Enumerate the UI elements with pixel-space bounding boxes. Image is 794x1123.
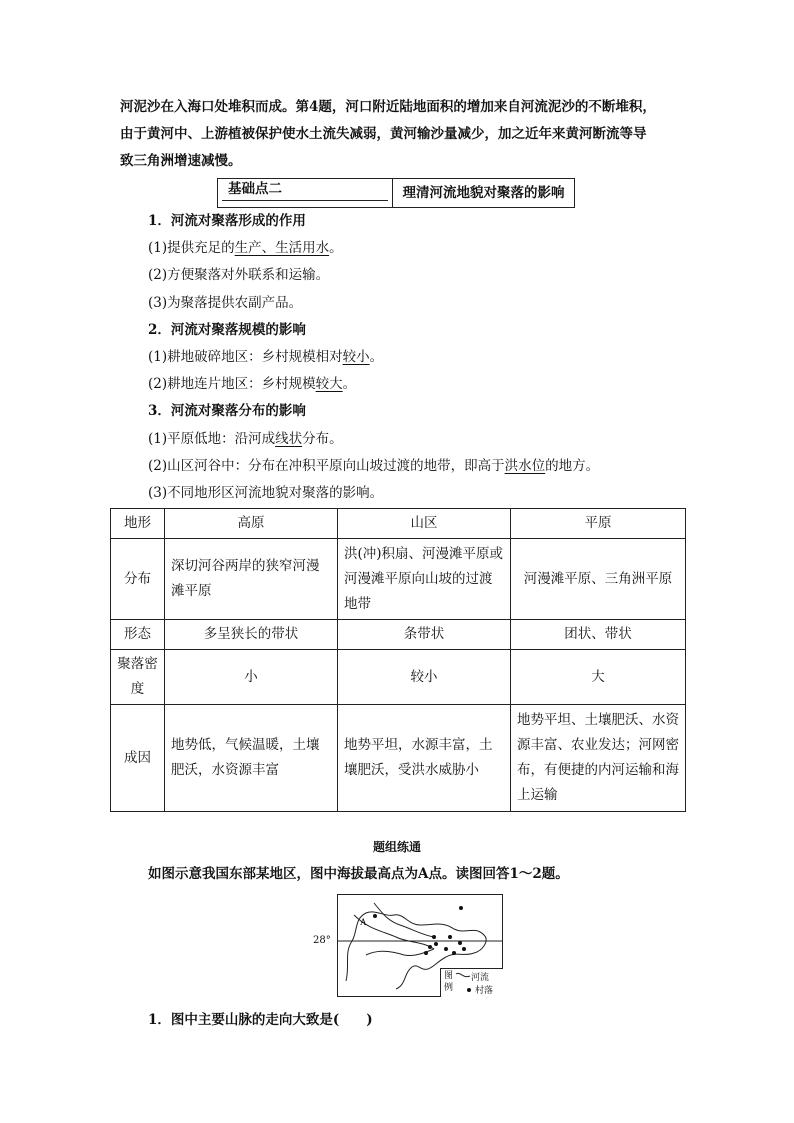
intro-paragraph — [120, 94, 656, 175]
answer-underline: 生产、生活用水 — [234, 240, 330, 257]
legend-village-label: 村落 — [475, 986, 494, 996]
legend-title: 图例 — [444, 971, 454, 993]
answer-underline: 洪水位 — [504, 457, 546, 474]
map-legend — [440, 968, 503, 997]
item-1-3: (3)为聚落提供农副产品。 — [148, 294, 303, 311]
region-map — [337, 894, 503, 997]
table-row — [111, 539, 686, 620]
latitude-label: 28° — [313, 935, 331, 946]
heading-2: 2．河流对聚落规模的影响 — [148, 321, 306, 338]
table-cell: 小 — [165, 650, 338, 705]
point-a-label: A — [360, 917, 367, 927]
row-label: 聚落密度 — [111, 650, 165, 705]
item-2-2: (2)耕地连片地区：乡村规模较大。 — [148, 376, 357, 393]
table-cell: 洪(冲)积扇、河漫滩平原或河漫滩平原向山坡的过渡地带 — [338, 539, 511, 620]
key-point-label: 基础点二 — [228, 181, 282, 197]
village-dot — [444, 947, 448, 951]
content-list — [148, 208, 599, 507]
heading-3: 3．河流对聚落分布的影响 — [148, 403, 306, 420]
table-cell: 地势低，气候温暖，土壤肥沃，水资源丰富 — [165, 705, 338, 812]
item-1-2: (2)方便聚落对外联系和运输。 — [148, 267, 330, 284]
village-dot — [373, 914, 377, 918]
key-point-label-cell — [218, 179, 393, 207]
key-point-title: 理清河流地貌对聚落的影响 — [402, 185, 565, 201]
item-2-1: (1)耕地破碎地区：乡村规模相对较小。 — [148, 348, 384, 365]
river-south — [366, 949, 434, 956]
village-dot — [424, 951, 428, 955]
answer-underline: 线状 — [275, 430, 303, 447]
river-legend-icon — [455, 971, 471, 981]
item-3-1: (1)平原低地：沿河成线状分布。 — [148, 430, 343, 447]
village-dot — [432, 935, 436, 939]
table-cell: 多呈狭长的带状 — [165, 620, 338, 650]
item-3-2: (2)山区河谷中：分布在冲积平原向山坡过渡的地带，即高于洪水位的地方。 — [148, 457, 600, 474]
village-dot — [434, 942, 438, 946]
village-dot — [458, 941, 462, 945]
intro-line-2: 由于黄河中、上游植被保护使水土流失减弱，黄河输沙量减少，加之近年来黄河断流等导 — [120, 126, 647, 142]
table-row — [111, 705, 686, 812]
question-1: 1．图中主要山脉的走向大致是( ) — [148, 1012, 373, 1028]
section-title: 题组练通 — [372, 840, 421, 854]
table-cell: 大 — [511, 650, 686, 705]
table-header-cell: 地形 — [111, 509, 165, 539]
village-dot — [452, 951, 456, 955]
legend-river-label: 河流 — [471, 973, 490, 983]
intro-line-3: 致三角洲增速减慢。 — [120, 153, 242, 169]
answer-underline: 较大 — [315, 376, 343, 393]
table-cell: 团状、带状 — [511, 620, 686, 650]
table-cell: 深切河谷两岸的狭窄河漫滩平原 — [165, 539, 338, 620]
village-legend-icon — [465, 986, 473, 994]
key-point-box — [217, 178, 575, 208]
heading-1: 1．河流对聚落形成的作用 — [148, 213, 306, 229]
answer-underline: 较小 — [342, 348, 370, 365]
table-cell: 地势平坦，水源丰富，土壤肥沃，受洪水威胁小 — [338, 705, 511, 812]
table-row — [111, 620, 686, 650]
table-row — [111, 650, 686, 705]
village-dot — [448, 935, 452, 939]
row-label: 成因 — [111, 705, 165, 812]
item-1-1: (1)提供充足的生产、生活用水。 — [148, 240, 343, 257]
table-cell: 河漫滩平原、三角洲平原 — [511, 539, 686, 620]
village-dot — [459, 906, 463, 910]
table-cell: 地势平坦、土壤肥沃、水资源丰富、农业发达；河网密布，有便捷的内河运输和海上运输 — [511, 705, 686, 812]
table-header-row — [111, 509, 686, 539]
table-header-cell: 山区 — [338, 509, 511, 539]
item-3-3: (3)不同地形区河流地貌对聚落的影响。 — [148, 484, 384, 501]
table-header-cell: 平原 — [511, 509, 686, 539]
table-cell: 条带状 — [338, 620, 511, 650]
row-label: 分布 — [111, 539, 165, 620]
table-header-cell: 高原 — [165, 509, 338, 539]
settlement-table — [110, 508, 686, 812]
key-point-underline — [222, 200, 388, 201]
village-dot — [462, 947, 466, 951]
question-intro: 如图示意我国东部某地区，图中海拔最高点为A点。读图回答1～2题。 — [148, 866, 569, 882]
table-cell: 较小 — [338, 650, 511, 705]
village-dot — [428, 945, 432, 949]
intro-line-1: 河泥沙在入海口处堆积而成。第4题，河口附近陆地面积的增加来自河流泥沙的不断堆积， — [120, 99, 656, 115]
row-label: 形态 — [111, 620, 165, 650]
